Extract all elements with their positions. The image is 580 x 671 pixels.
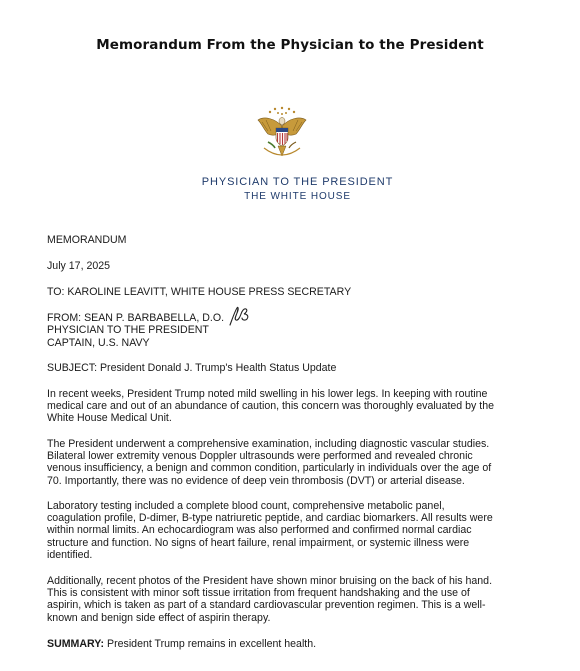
paragraph-line: Laboratory testing included a complete blood count, comprehensive metabolic panel, [47, 500, 445, 512]
memo-label: MEMORANDUM [47, 234, 127, 246]
from-line: FROM: SEAN P. BARBABELLA, D.O. [47, 312, 225, 324]
memo-subject: SUBJECT: President Donald J. Trump's Health Status Update [47, 362, 337, 374]
paragraph-line: The President underwent a comprehensive examination, including diagnostic vascular studies. [47, 438, 490, 450]
paragraph-line: known and benign side effect of aspirin therapy. [47, 611, 271, 624]
letterhead-office: PHYSICIAN TO THE PRESIDENT [201, 176, 394, 188]
page-title: Memorandum From the Physician to the President [96, 37, 484, 53]
from-line: PHYSICIAN TO THE PRESIDENT [47, 324, 209, 337]
paragraph-line: White House Medical Unit. [47, 412, 172, 425]
paragraph-line: coagulation profile, D-dimer, B-type natriuretic peptide, and cardiac biomarkers. All results were [47, 512, 493, 525]
summary-label: SUMMARY: [47, 638, 105, 650]
paragraph-line: In recent weeks, President Trump noted mild swelling in his lower legs. In keeping with routine [47, 388, 488, 400]
letterhead-sub: THE WHITE HOUSE [244, 191, 351, 202]
paragraph-line: venous insufficiency, a benign and common condition, particularly in individuals over the age of [47, 462, 492, 475]
paragraph-line: medical care and out of an abundance of caution, this concern was thoroughly evaluated by the [47, 400, 494, 413]
paragraph-line: This is consistent with minor soft tissue irritation from frequent handshaking and the use of [47, 587, 470, 600]
summary [47, 638, 316, 650]
paragraph-line: aspirin, which is taken as part of a standard cardiovascular prevention regimen. This is a well- [47, 599, 486, 612]
eagle-seal-icon [256, 104, 308, 164]
paragraph-line: 70. Importantly, there was no evidence of deep vein thrombosis (DVT) or arterial disease. [47, 474, 465, 487]
from-line: CAPTAIN, U.S. NAVY [47, 336, 150, 349]
memo-to: TO: KAROLINE LEAVITT, WHITE HOUSE PRESS SECRETARY [47, 286, 352, 298]
paragraph-line: structure and function. No signs of heart failure, renal impairment, or systemic illness were [47, 536, 470, 549]
body-paragraph [47, 388, 527, 425]
memo-date: July 17, 2025 [47, 260, 111, 272]
body-paragraph [47, 438, 527, 487]
body-paragraph [47, 500, 527, 561]
body-paragraph [47, 575, 527, 624]
paragraph-line: Bilateral lower extremity venous Doppler ultrasounds were performed and revealed chronic [47, 450, 473, 463]
handwritten-signature [227, 305, 255, 327]
summary-text: President Trump remains in excellent health. [104, 638, 317, 650]
memo-from [47, 312, 224, 349]
paragraph-line: identified. [47, 548, 93, 561]
paragraph-line: Additionally, recent photos of the President have shown minor bruising on the back of his hand. [47, 575, 493, 587]
paragraph-line: within normal limits. An echocardiogram was also performed and confirmed normal cardiac [47, 524, 472, 537]
